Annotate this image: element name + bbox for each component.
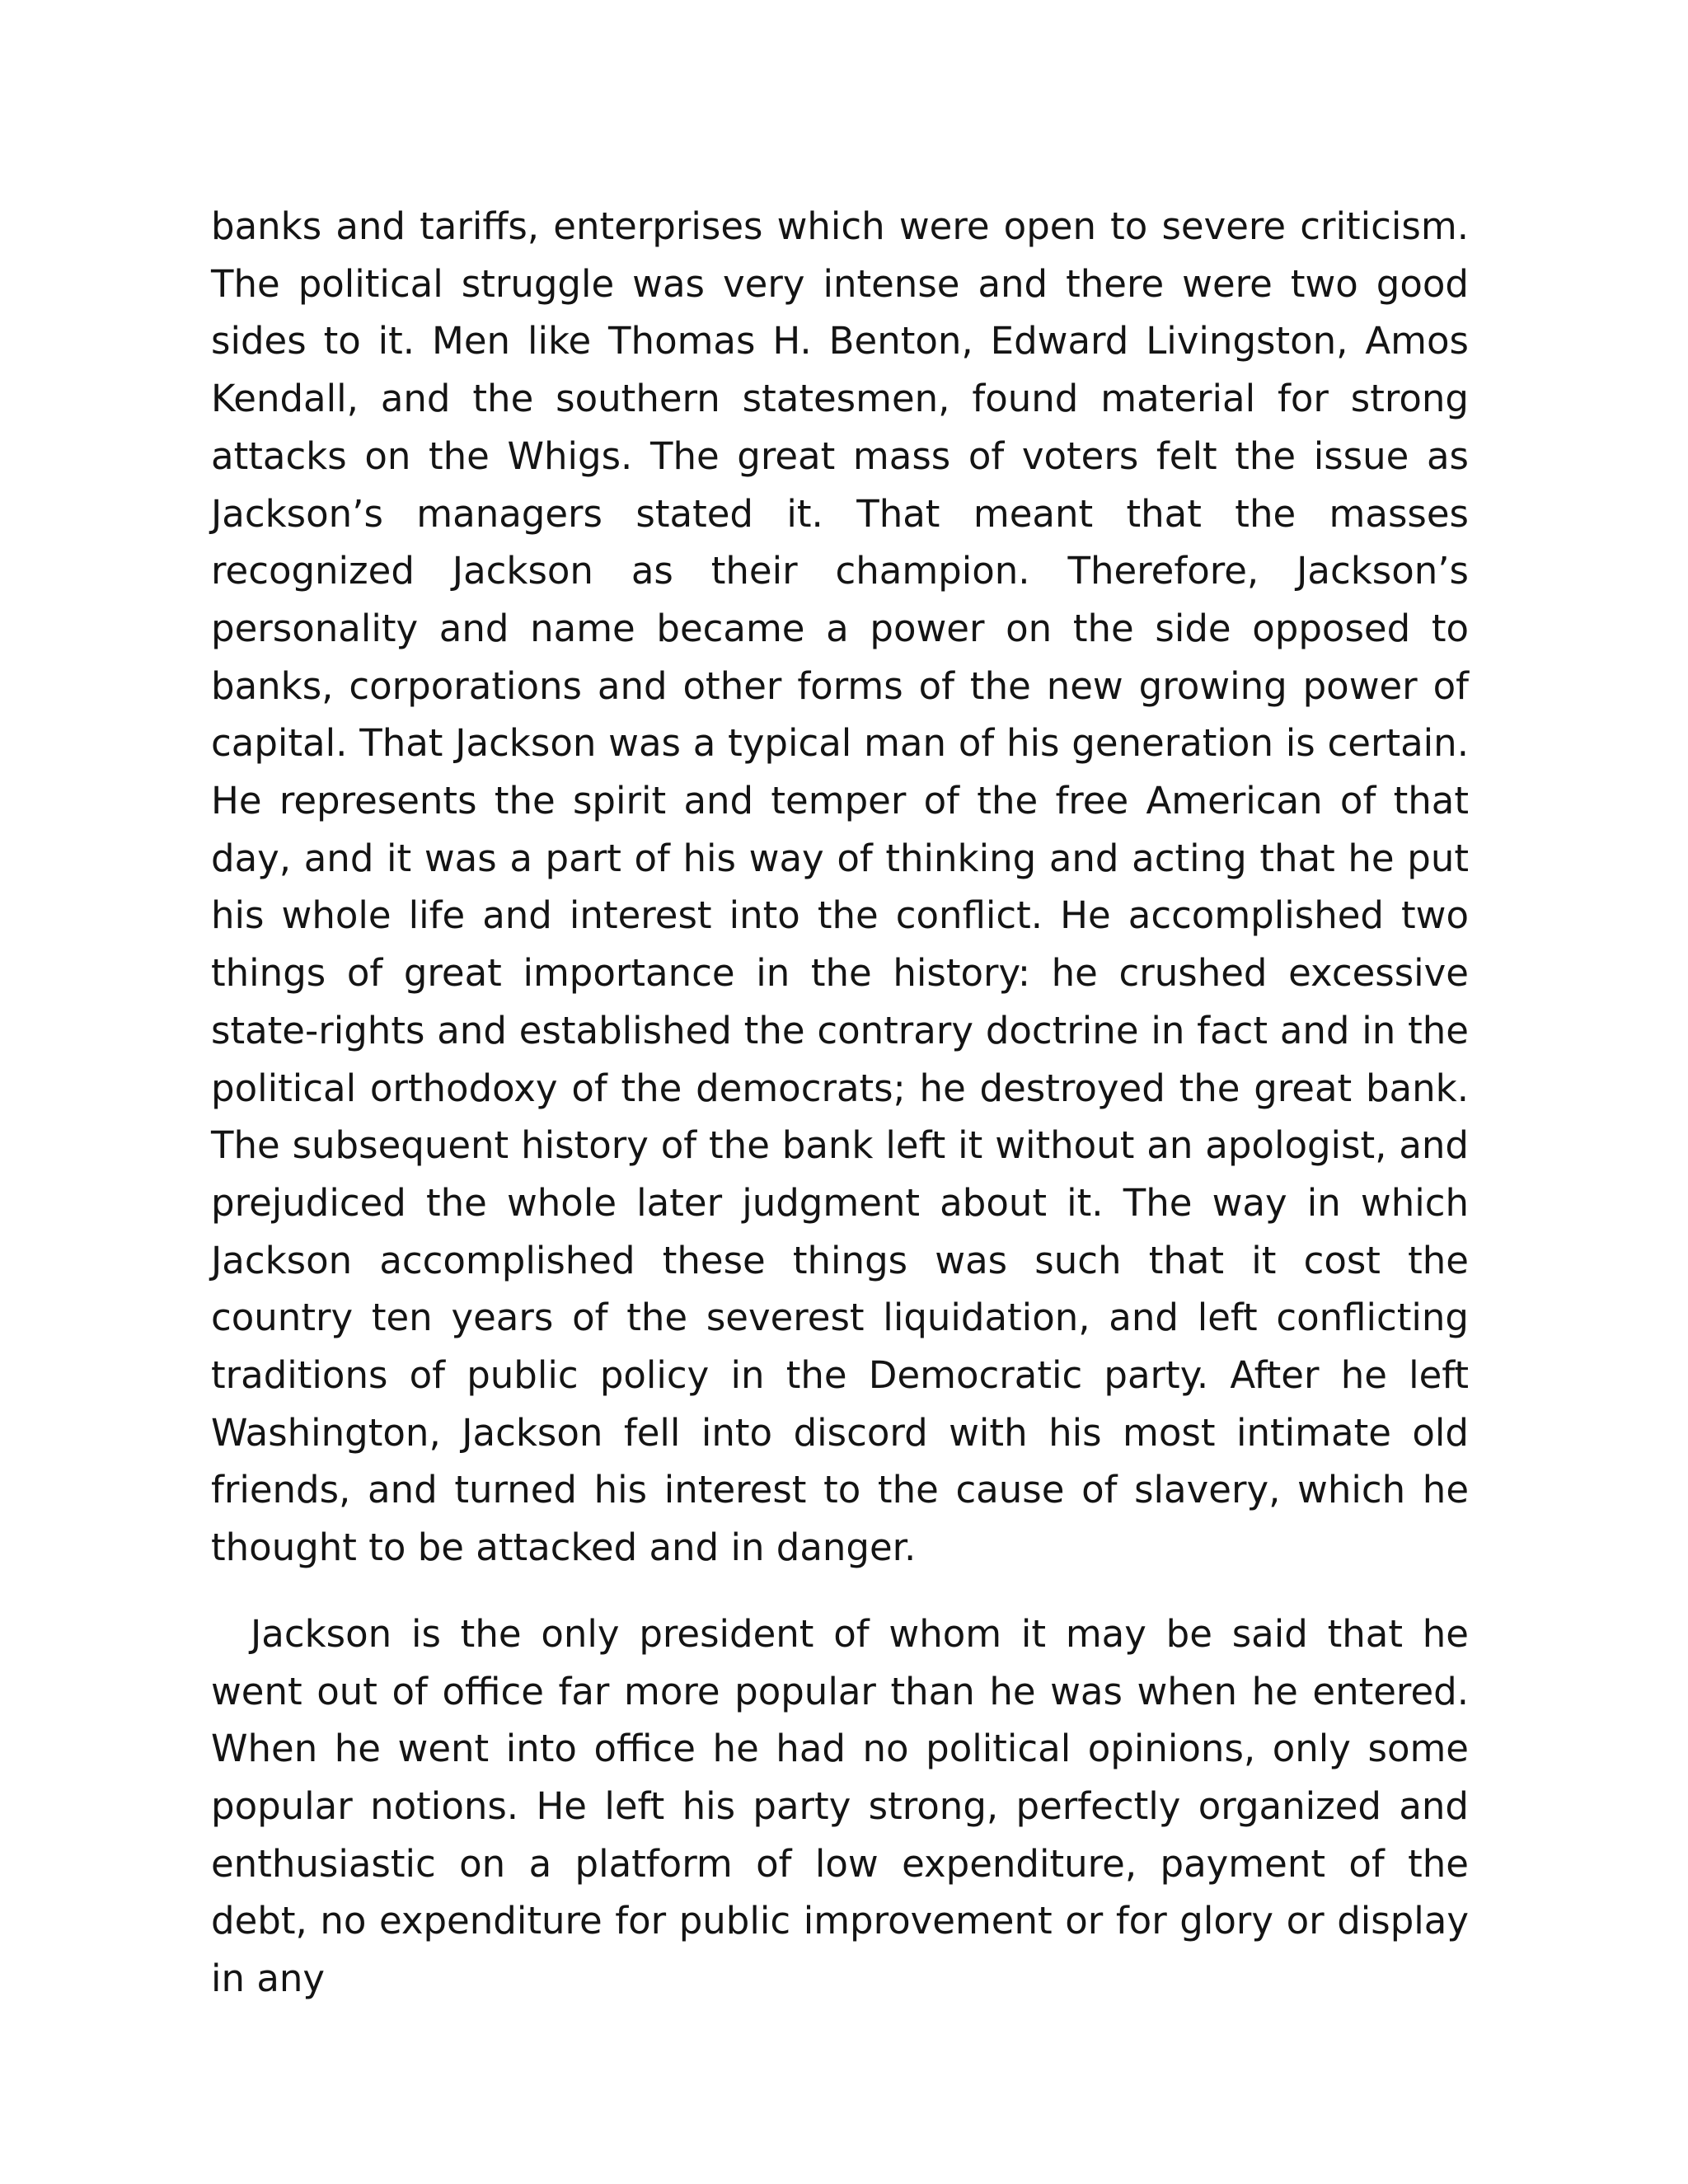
body-text bbox=[211, 198, 1469, 2008]
paragraph: banks and tariffs, enterprises which were open to severe criticism. The political struggle was very intense and there were two good sides to it. Men like Thomas H. Benton, Edward Livingston, Amos Kendall, and the southern statesmen, found material for strong attacks on the Whigs. The great mass of voters felt the issue as Jackson’s managers stated it. That meant that the masses recognized Jackson as their champion. Therefore, Jackson’s personality and name became a power on the side opposed to banks, corporations and other forms of the new growing power of capital. That Jackson was a typical man of his generation is certain. He represents the spirit and temper of the free American of that day, and it was a part of his way of thinking and acting that he put his whole life and interest into the conflict. He accomplished two things of great importance in the history: he crushed excessive state-rights and established the contrary doctrine in fact and in the political orthodoxy of the democrats; he destroyed the great bank. The subsequent history of the bank left it without an apologist, and prejudiced the whole later judgment about it. The way in which Jackson accomplished these things was such that it cost the country ten years of the severest liquidation, and left conflicting traditions of public policy in the Democratic party. After he left Washington, Jackson fell into discord with his most intimate old friends, and turned his interest to the cause of slavery, which he thought to be attacked and in danger. bbox=[211, 204, 1469, 1570]
paragraph: Jackson is the only president of whom it may be said that he went out of office far more popular than he was when he entered. When he went into office he had no political opinions, only some popular notions. He left his party strong, perfectly organized and enthusiastic on a platform of low expenditure, payment of the debt, no expenditure for public improvement or for glory or display in any bbox=[211, 1611, 1469, 2001]
